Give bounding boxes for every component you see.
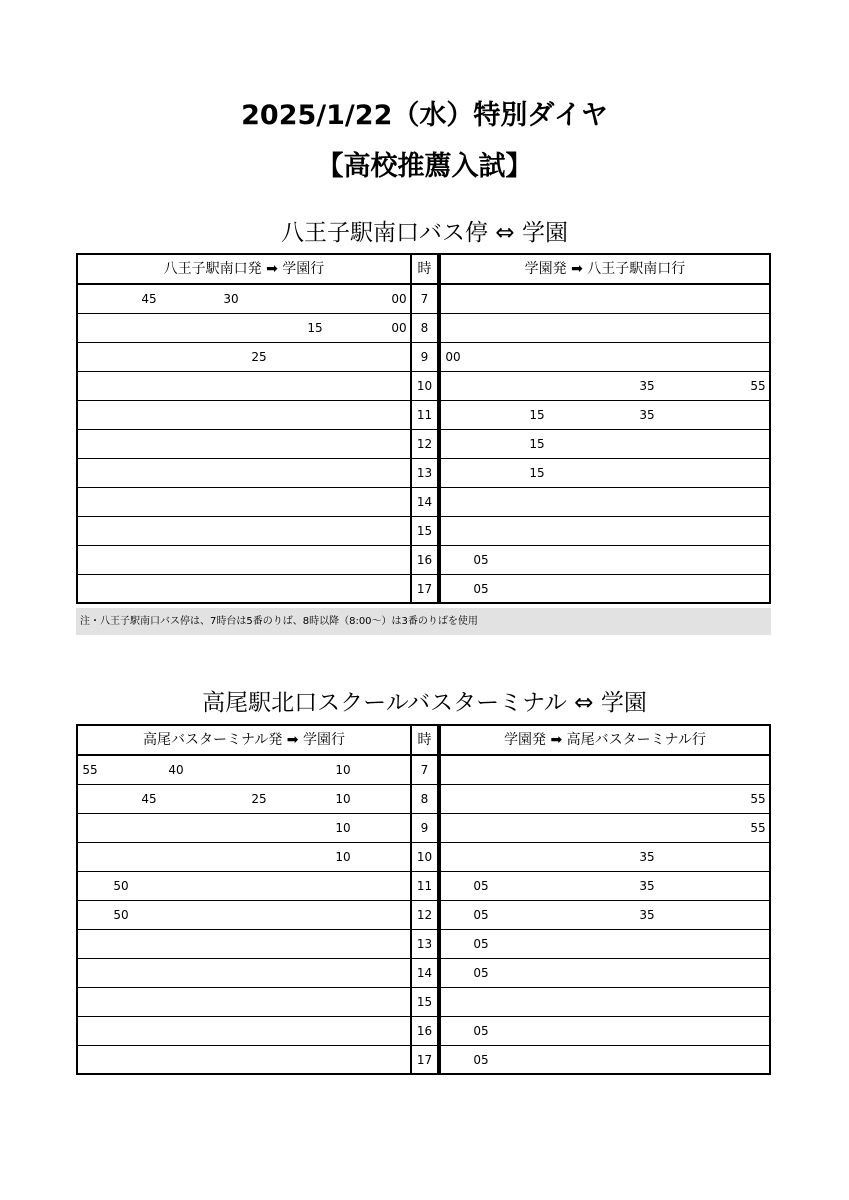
- timetable-header: [78, 726, 769, 756]
- timetable-hachioji: [76, 253, 771, 604]
- header-outbound: 高尾バスターミナル発 ➡ 学園行: [143, 732, 345, 748]
- table-row: [78, 988, 769, 1017]
- hour-cell: 8: [420, 321, 429, 335]
- minute-cell: 55: [750, 379, 766, 393]
- table-row: [78, 843, 769, 872]
- table-row: [78, 959, 769, 988]
- minute-cell: 15: [529, 437, 545, 451]
- minute-cell: 10: [335, 763, 351, 777]
- header-hour: 時: [417, 732, 432, 748]
- section-title-takao: 高尾駅北口スクールバスターミナル ⇔ 学園: [202, 690, 647, 716]
- minute-cell: 00: [391, 321, 407, 335]
- table-row: [78, 930, 769, 959]
- hour-cell: 13: [416, 937, 433, 951]
- table-row: [78, 546, 769, 575]
- minute-cell: 10: [335, 850, 351, 864]
- table-row: [78, 1017, 769, 1046]
- table-row: [78, 488, 769, 517]
- timetable-rows: [78, 756, 769, 1075]
- table-row: [78, 343, 769, 372]
- minute-cell: 05: [473, 908, 489, 922]
- minute-cell: 05: [473, 553, 489, 567]
- header-outbound: 八王子駅南口発 ➡ 学園行: [163, 261, 325, 277]
- hour-cell: 7: [420, 292, 429, 306]
- hour-cell: 17: [416, 1053, 433, 1067]
- timetable-header: [78, 255, 769, 285]
- minute-cell: 05: [473, 1053, 489, 1067]
- table-row: [78, 1046, 769, 1075]
- table-row: [78, 459, 769, 488]
- minute-cell: 15: [307, 321, 323, 335]
- hour-cell: 12: [416, 437, 433, 451]
- minute-cell: 35: [639, 850, 655, 864]
- minute-cell: 10: [335, 792, 351, 806]
- minute-cell: 15: [529, 466, 545, 480]
- page-title: 2025/1/22（水）特別ダイヤ: [241, 100, 608, 131]
- hour-cell: 7: [420, 763, 429, 777]
- table-row: [78, 314, 769, 343]
- table-row: [78, 372, 769, 401]
- hour-cell: 17: [416, 582, 433, 596]
- table-row: [78, 401, 769, 430]
- timetable-note: 注・八王子駅南口バス停は、7時台は5番のりば、8時以降（8:00～）は3番のりばを使用: [76, 608, 771, 635]
- hour-cell: 12: [416, 908, 433, 922]
- minute-cell: 15: [529, 408, 545, 422]
- minute-cell: 55: [82, 763, 98, 777]
- minute-cell: 30: [223, 292, 239, 306]
- hour-cell: 10: [416, 379, 433, 393]
- timetable-takao: [76, 724, 771, 1075]
- minute-cell: 10: [335, 821, 351, 835]
- hour-cell: 13: [416, 466, 433, 480]
- minute-cell: 25: [251, 350, 267, 364]
- table-row: [78, 756, 769, 785]
- hour-cell: 11: [416, 879, 433, 893]
- minute-cell: 05: [473, 582, 489, 596]
- minute-cell: 50: [113, 879, 129, 893]
- minute-cell: 05: [473, 879, 489, 893]
- minute-cell: 35: [639, 379, 655, 393]
- minute-cell: 00: [391, 292, 407, 306]
- minute-cell: 40: [168, 763, 184, 777]
- header-inbound: 学園発 ➡ 高尾バスターミナル行: [504, 732, 706, 748]
- hour-cell: 14: [416, 966, 433, 980]
- minute-cell: 55: [750, 821, 766, 835]
- table-row: [78, 575, 769, 604]
- hour-cell: 15: [416, 524, 433, 538]
- table-row: [78, 785, 769, 814]
- minute-cell: 05: [473, 966, 489, 980]
- minute-cell: 05: [473, 1024, 489, 1038]
- minute-cell: 35: [639, 879, 655, 893]
- hour-cell: 14: [416, 495, 433, 509]
- minute-cell: 25: [251, 792, 267, 806]
- hour-cell: 16: [416, 1024, 433, 1038]
- hour-cell: 16: [416, 553, 433, 567]
- section-title-hachioji: 八王子駅南口バス停 ⇔ 学園: [281, 220, 568, 246]
- minute-cell: 45: [141, 292, 157, 306]
- table-row: [78, 517, 769, 546]
- table-row: [78, 814, 769, 843]
- minute-cell: 35: [639, 408, 655, 422]
- minute-cell: 50: [113, 908, 129, 922]
- page-subtitle: 【高校推薦入試】: [316, 151, 533, 182]
- hour-cell: 11: [416, 408, 433, 422]
- table-row: [78, 872, 769, 901]
- header-hour: 時: [417, 261, 432, 277]
- hour-cell: 9: [420, 821, 429, 835]
- table-row: [78, 285, 769, 314]
- timetable-rows: [78, 285, 769, 604]
- minute-cell: 35: [639, 908, 655, 922]
- hour-cell: 8: [420, 792, 429, 806]
- minute-cell: 45: [141, 792, 157, 806]
- table-row: [78, 901, 769, 930]
- hour-cell: 9: [420, 350, 429, 364]
- header-inbound: 学園発 ➡ 八王子駅南口行: [524, 261, 686, 277]
- minute-cell: 05: [473, 937, 489, 951]
- minute-cell: 00: [445, 350, 461, 364]
- minute-cell: 55: [750, 792, 766, 806]
- table-row: [78, 430, 769, 459]
- hour-cell: 15: [416, 995, 433, 1009]
- hour-cell: 10: [416, 850, 433, 864]
